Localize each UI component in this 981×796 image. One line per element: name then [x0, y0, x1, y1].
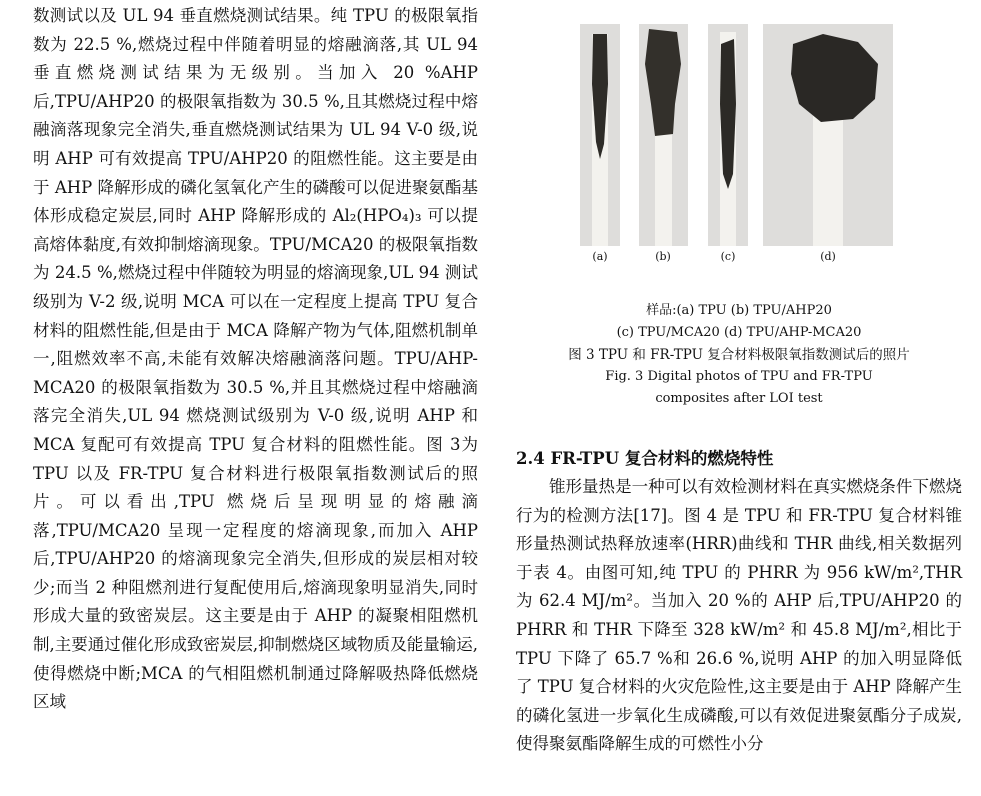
photo-tpu-ahp20	[639, 24, 688, 246]
section-number: 2.4	[516, 449, 545, 468]
caption-chinese: 图 3 TPU 和 FR-TPU 复合材料极限氧指数测试后的照片	[568, 347, 910, 363]
photo-label-d: (d)	[820, 250, 836, 263]
section-title-text: FR-TPU 复合材料的燃烧特性	[550, 449, 774, 468]
figure-caption	[516, 300, 962, 410]
right-column	[516, 0, 962, 759]
section-heading	[516, 445, 962, 473]
photo-label-b: (b)	[655, 250, 671, 263]
caption-samples-line2: (c) TPU/MCA20 (d) TPU/AHP-MCA20	[616, 325, 862, 340]
caption-english-line1: Fig. 3 Digital photos of TPU and FR-TPU	[605, 369, 873, 384]
figure-3	[516, 0, 962, 300]
caption-samples-line1: 样品:(a) TPU (b) TPU/AHP20	[646, 303, 832, 318]
photo-label-c: (c)	[720, 250, 736, 263]
photo-tpu-ahp-mca20	[763, 24, 893, 246]
left-column	[33, 2, 478, 717]
photo-tpu-mca20	[708, 24, 748, 246]
caption-english-line2: composites after LOI test	[655, 391, 823, 406]
photo-label-a: (a)	[592, 250, 608, 263]
left-body-paragraph: 数测试以及 UL 94 垂直燃烧测试结果。纯 TPU 的极限氧指数为 22.5 %,燃烧过程中伴随着明显的熔融滴落,其 UL 94 垂直燃烧测试结果为无级别。当加入 20 %AHP 后,TPU/AHP20 的极限氧指数为 30.5 %,且其燃烧过程中熔融滴落现象完全消失,垂直燃烧测试结果为 UL 94 V-0 级,说明 AHP 可有效提高 TPU/AHP20 的阻燃性能。这主要是由于 AHP 降解形成的磷化氢氧化产生的磷酸可以促进聚氨酯基体形成稳定炭层,同时 AHP 降解形成的 Al₂(HPO₄)₃ 可以提高熔体黏度,有效抑制熔滴现象。TPU/MCA20 的极限氧指数为 24.5 %,燃烧过程中伴随较为明显的熔滴现象,UL 94 测试级别为 V-2 级,说明 MCA 可以在一定程度上提高 TPU 复合材料的阻燃性能,但是由于 MCA 降解产物为气体,阻燃机制单一,阻燃效率不高,未能有效解决熔融滴落问题。TPU/AHP-MCA20 的极限氧指数为 30.5 %,并且其燃烧过程中熔融滴落完全消失,UL 94 燃烧测试级别为 V-0 级,说明 AHP 和 MCA 复配可有效提高 TPU 复合材料的阻燃性能。图 3为 TPU 以及 FR-TPU 复合材料进行极限氧指数测试后的照片。可以看出,TPU 燃烧后呈现明显的熔融滴落,TPU/MCA20 呈现一定程度的熔滴现象,而加入 AHP 后,TPU/AHP20 的熔滴现象完全消失,但形成的炭层相对较少;而当 2 种阻燃剂进行复配使用后,熔滴现象明显消失,同时形成大量的致密炭层。这主要是由于 AHP 的凝聚相阻燃机制,主要通过催化形成致密炭层,抑制燃烧区域物质及能量输运,使得燃烧中断;MCA 的气相阻燃机制通过降解吸热降低燃烧区域	[33, 6, 478, 712]
right-body-paragraph: 锥形量热是一种可以有效检测材料在真实燃烧条件下燃烧行为的检测方法[17]。图 4 是 TPU 和 FR-TPU 复合材料锥形量热测试热释放速率(HRR)曲线和 THR 曲线,相关数据列于表 4。由图可知,纯 TPU 的 PHRR 为 956 kW/m²,THR 为 62.4 MJ/m²。当加入 20 %的 AHP 后,TPU/AHP20 的 PHRR 和 THR 下降至 328 kW/m² 和 45.8 MJ/m²,相比于 TPU 下降了 65.7 %和 26.6 %,说明 AHP 的加入明显降低了 TPU 复合材料的火灾危险性,这主要是由于 AHP 降解产生的磷化氢进一步氧化生成磷酸,可以有效促进聚氨酯分子成炭,使得聚氨酯降解生成的可燃性小分	[516, 477, 962, 754]
photo-tpu	[580, 24, 620, 246]
